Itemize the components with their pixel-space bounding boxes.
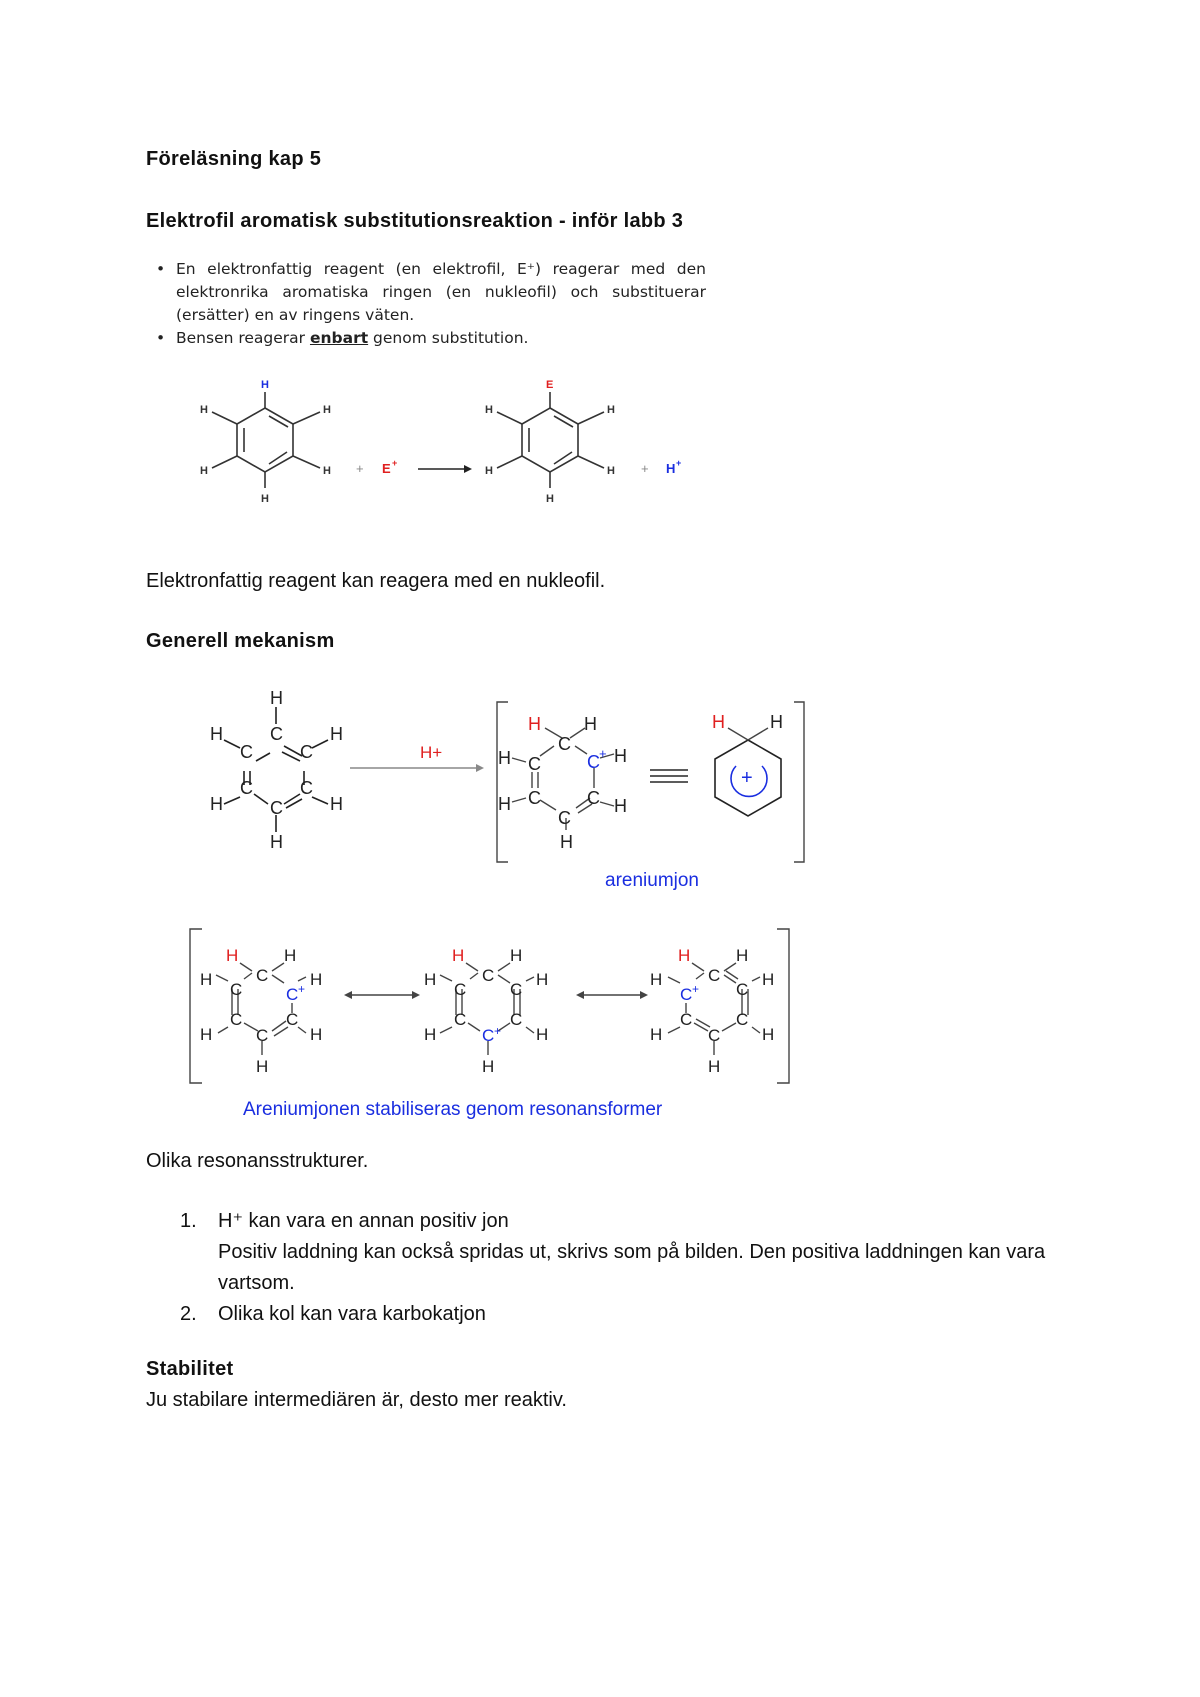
stability-text: Ju stabilare intermediären är, desto mer reaktiv.	[146, 1389, 567, 1411]
list-item-text: H⁺ kan vara en annan positiv jon	[218, 1210, 509, 1232]
h-label: H	[510, 946, 523, 965]
charge-label: +	[741, 767, 753, 789]
benzene-ring	[237, 408, 293, 472]
h-label: H	[614, 796, 627, 816]
bullet-text: Bensen reagerar	[176, 329, 310, 347]
h-label: H	[762, 1025, 775, 1044]
charge-label: +	[392, 458, 398, 468]
c-label: C	[256, 1026, 269, 1045]
h-label: H	[770, 712, 783, 732]
c-label: C	[510, 980, 523, 999]
c-label: C	[680, 1010, 693, 1029]
list-item-text: Olika kol kan vara karbokatjon	[218, 1303, 486, 1325]
h-label: H	[200, 465, 208, 477]
h-label: H	[310, 1025, 323, 1044]
carbocation-label: C	[680, 985, 693, 1004]
h-label: H	[528, 714, 541, 734]
h-label: H	[210, 724, 223, 744]
h-label: H	[536, 970, 549, 989]
h-label: H	[200, 404, 208, 416]
h-label: H	[261, 379, 269, 391]
h-label: H	[650, 970, 663, 989]
c-label: C	[510, 1010, 523, 1029]
reagent-label: H+	[420, 743, 443, 762]
list-item-detail: Positiv laddning kan också spridas ut, skrivs som på bilden. Den positiva laddningen kan vara vartsom.	[218, 1241, 1046, 1294]
substituent-label: E	[546, 379, 554, 391]
bullet-emphasis: enbart	[309, 329, 369, 347]
c-label: C	[454, 1010, 467, 1029]
bullet-list	[156, 258, 706, 350]
c-label: C	[240, 742, 253, 762]
list-number: 2.	[180, 1303, 197, 1325]
c-label: C	[300, 778, 313, 798]
h-label: H	[485, 404, 493, 416]
h-label: H	[210, 794, 223, 814]
carbocation-label: C	[482, 1026, 495, 1045]
h-label: H	[482, 1057, 495, 1076]
h-label: H	[330, 794, 343, 814]
plus-sign: +	[641, 461, 649, 476]
h-label: H	[485, 465, 493, 477]
arrow-head	[464, 465, 472, 473]
c-label: C	[708, 1026, 721, 1045]
page-title: Föreläsning kap 5	[146, 148, 322, 170]
bullet-text: genom substitution.	[368, 329, 529, 347]
numbered-list	[180, 1206, 1080, 1330]
electrophile-label: E	[382, 461, 391, 476]
h-label: H	[261, 493, 269, 505]
c-label: C	[528, 754, 541, 774]
h-label: H	[226, 946, 239, 965]
h-label: H	[678, 946, 691, 965]
charge-label: +	[599, 746, 607, 761]
h-label: H	[270, 832, 283, 852]
h-label: H	[762, 970, 775, 989]
section-subheading: Elektrofil aromatisk substitutionsreaktion - inför labb 3	[146, 210, 684, 232]
h-label: H	[452, 946, 465, 965]
h-label: H	[200, 1025, 213, 1044]
h-label: H	[712, 712, 725, 732]
arrow-head	[576, 991, 584, 999]
h-label: H	[200, 970, 213, 989]
c-label: C	[587, 788, 600, 808]
h-label: H	[607, 465, 615, 477]
c-label: C	[736, 1010, 749, 1029]
list-item	[180, 1206, 1080, 1299]
c-label: C	[482, 966, 495, 985]
c-label: C	[256, 966, 269, 985]
h-label: H	[650, 1025, 663, 1044]
h-label: H	[560, 832, 573, 852]
h-label: H	[323, 404, 331, 416]
carbocation-label: C	[286, 985, 299, 1004]
c-label: C	[230, 980, 243, 999]
arrow-head	[640, 991, 648, 999]
bullet-item-2	[156, 327, 706, 350]
c-label: C	[286, 1010, 299, 1029]
list-number: 1.	[180, 1210, 197, 1232]
c-label: C	[230, 1010, 243, 1029]
c-label: C	[736, 980, 749, 999]
charge-label: +	[692, 982, 700, 996]
h-label: H	[310, 970, 323, 989]
stability-heading: Stabilitet	[146, 1358, 234, 1380]
bullet-item-1: • En elektronfattig reagent (en elektrofil, E⁺) reagerar med den elektronrika aromatiska ringen (en nukleofil) och substituerar (ersätter) en av ringens väten.	[156, 258, 706, 327]
h-label: H	[284, 946, 297, 965]
c-label: C	[708, 966, 721, 985]
arrow-head	[412, 991, 420, 999]
h-label: H	[424, 1025, 437, 1044]
charge-label: +	[676, 458, 682, 468]
leaving-group-label: H	[666, 461, 676, 476]
arrow-head	[344, 991, 352, 999]
c-label: C	[558, 734, 571, 754]
h-label: H	[736, 946, 749, 965]
charge-label: +	[298, 982, 306, 996]
mechanism-heading: Generell mekanism	[146, 630, 335, 652]
paragraph: Olika resonansstrukturer.	[146, 1150, 369, 1172]
figure-caption: Areniumjonen stabiliseras genom resonansformer	[243, 1099, 663, 1120]
c-label: C	[454, 980, 467, 999]
substitution-reaction-figure	[0, 370, 760, 550]
c-label: C	[270, 724, 283, 744]
h-label: H	[614, 746, 627, 766]
h-label: H	[498, 794, 511, 814]
h-label: H	[498, 748, 511, 768]
h-label: H	[607, 404, 615, 416]
h-label: H	[536, 1025, 549, 1044]
h-label: H	[323, 465, 331, 477]
c-label: C	[558, 808, 571, 828]
c-label: C	[270, 798, 283, 818]
h-label: H	[546, 493, 554, 505]
h-label: H	[584, 714, 597, 734]
h-label: H	[708, 1057, 721, 1076]
h-label: H	[256, 1057, 269, 1076]
substituted-ring	[522, 408, 578, 472]
c-label: C	[300, 742, 313, 762]
plus-sign: +	[356, 461, 364, 476]
list-item	[180, 1299, 1080, 1330]
mechanism-figure	[0, 680, 830, 900]
c-label: C	[528, 788, 541, 808]
figure-label: areniumjon	[605, 870, 699, 891]
resonance-figure	[0, 915, 820, 1135]
h-label: H	[330, 724, 343, 744]
arrow-head	[476, 764, 484, 772]
paragraph: Elektronfattig reagent kan reagera med en nukleofil.	[146, 570, 606, 592]
h-label: H	[270, 688, 283, 708]
h-label: H	[424, 970, 437, 989]
c-label: C	[240, 778, 253, 798]
carbocation-label: C	[587, 752, 600, 772]
charge-label: +	[494, 1024, 502, 1038]
